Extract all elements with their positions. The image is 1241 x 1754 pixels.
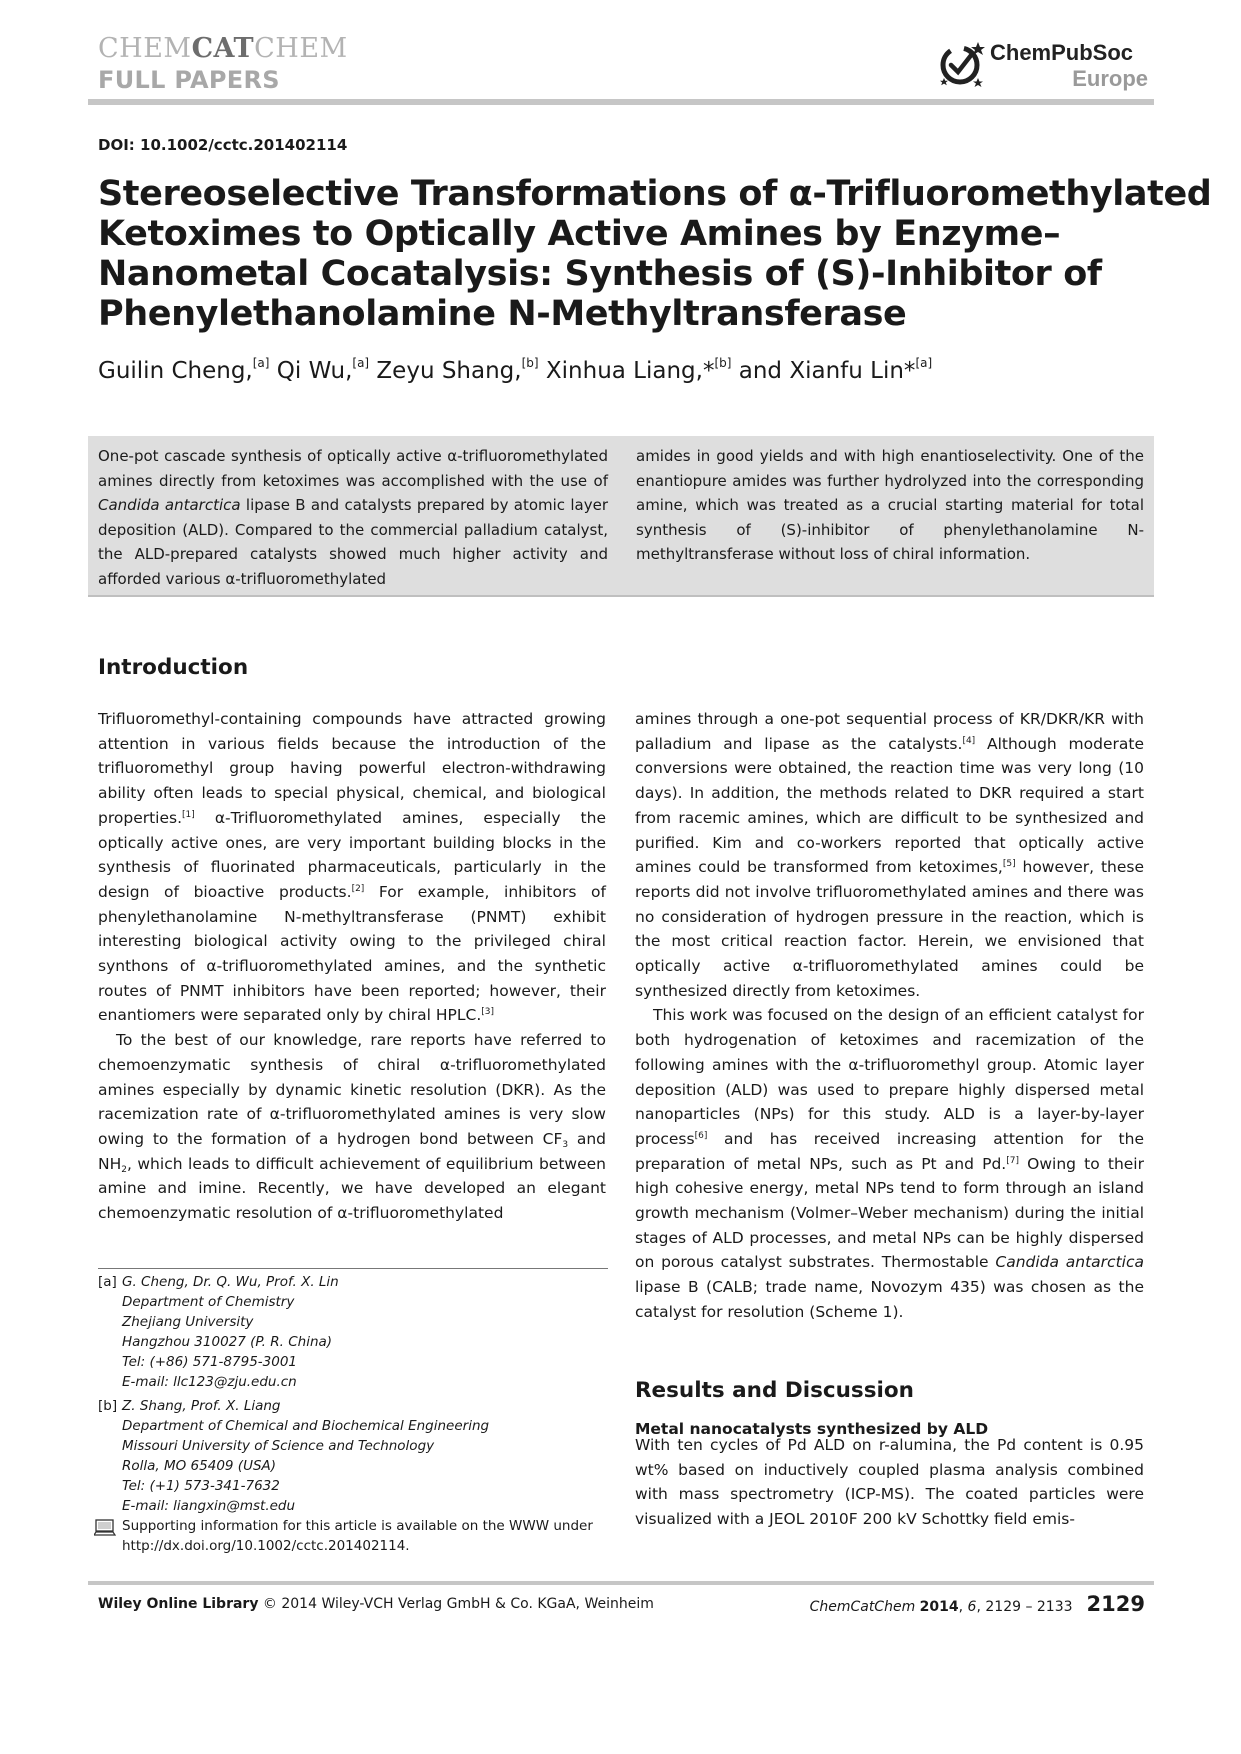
section-type: FULL PAPERS [98,66,280,94]
paragraph: This work was focused on the design of an efficient catalyst for both hydrogenation of ketoximes and racemization of the following amines with the α-trifluoromethyl group. Atomic layer deposition (ALD) was used to prepare highly dispersed metal nanoparticles (NPs) for this study. ALD is a layer-by-layer process[6] and has received increasing attention for the preparation of metal NPs, such as Pt and Pd.[7] Owing to their high cohesive energy, metal NPs tend to form through an island growth mechanism (Volmer–Weber mechanism) during the initial stages of ALD processes, and metal NPs can be highly dispersed on porous catalyst substrates. Thermostable Candida antarctica lipase B (CALB; trade name, Novozym 435) was chosen as the catalyst for resolution (Scheme 1). [635,1006,1144,1321]
footnote-line: Rolla, MO 65409 (USA) [122,1457,277,1474]
footer-rule [88,1581,1154,1585]
footer-citation: ChemCatChem 2014, 6, 2129 – 2133 2129 [809,1592,1145,1616]
wiley-online-library-link[interactable]: Wiley Online Library [98,1596,259,1612]
citation[interactable]: [5] [1002,859,1016,870]
author-name: Zeyu Shang, [369,358,522,384]
publisher-logo [936,36,1158,96]
author-name: Xinhua Liang,* [538,358,715,384]
footer-pages: 2129 – 2133 [985,1599,1073,1615]
footnote-line: Missouri University of Science and Technology [122,1437,435,1454]
author-affiliation: [a] [252,356,270,370]
journal-name-mid: CAT [191,33,255,64]
abstract-right-column: amides in good yields and with high enantioselectivity. One of the enantiopure amides was further hydrolyzed into the corresponding amine, which was treated as a crucial starting material for total synthesis of (S)-inhibitor of phenylethanolamine N-methyltransferase without loss of chiral information. [636,447,1144,564]
abstract-species: Candida antarctica [98,496,241,515]
footnote-line: Department of Chemical and Biochemical Engineering [122,1417,490,1434]
page-number: 2129 [1086,1592,1145,1616]
footnote-line: G. Cheng, Dr. Q. Wu, Prof. X. Lin [122,1274,339,1290]
doi: DOI: 10.1002/cctc.201402114 [98,136,348,154]
citation[interactable]: [7] [1006,1155,1019,1166]
footnote-line: Z. Shang, Prof. X. Liang [122,1398,281,1414]
introduction-left-column [98,707,606,1226]
author-affiliation: [b] [521,356,539,370]
abstract-box [88,436,1154,597]
citation[interactable]: [4] [962,735,976,746]
supporting-information-text: Supporting information for this article is available on the WWW under [122,1518,593,1534]
footnote-email[interactable]: E-mail: llc123@zju.edu.cn [122,1373,297,1390]
footnote-affiliation-a [98,1273,608,1403]
introduction-right-column [635,707,1144,1325]
footnote-line: Department of Chemistry [122,1293,295,1310]
supporting-information-link[interactable]: http://dx.doi.org/10.1002/cctc.201402114. [122,1537,410,1554]
subheading-metal-nanocatalysts: Metal nanocatalysts synthesized by ALD [635,1420,989,1438]
author-name: Qi Wu, [269,358,353,384]
citation[interactable]: [2] [351,883,365,894]
footnote-line: Hangzhou 310027 (P. R. China) [122,1333,333,1350]
journal-name-post: CHEM [254,33,348,64]
footer-journal: ChemCatChem [809,1599,916,1615]
footnote-affiliation-b [98,1397,608,1527]
citation[interactable]: [3] [481,1007,495,1018]
footer-copyright [98,1596,654,1612]
footer-volume: 6 [967,1599,977,1615]
title-line: Nanometal Cocatalysis: Synthesis of (S)-Inhibitor of [98,254,1102,294]
journal-name [98,34,348,64]
copyright-text: © 2014 Wiley-VCH Verlag GmbH & Co. KGaA, Weinheim [258,1596,654,1612]
footnote-line: Zhejiang University [122,1313,254,1330]
paragraph: amines through a one-pot sequential process of KR/DKR/KR with palladium and lipase as the catalysts.[4] Although moderate conversions were obtained, the reaction time was very long (10 days). In addition, the methods related to DKR required a start from racemic amines, which are difficult to be synthesized and purified. Kim and co-workers reported that optically active amines could be transformed from ketoximes,[5] however, these reports did not involve trifluoromethylated amines and there was no consideration of hydrogen pressure in the reaction, which is the most critical reaction factor. Herein, we envisioned that optically active α-trifluoromethylated amines could be synthesized directly from ketoximes. [635,710,1144,1000]
computer-icon [94,1519,116,1537]
title-line: Phenylethanolamine N-Methyltransferase [98,294,907,334]
footnote-tag: [b] [98,1398,118,1414]
article-title [98,174,1212,334]
author-affiliation: [b] [714,356,732,370]
title-line: Stereoselective Transformations of α-Trifluoromethylated [98,174,1212,214]
paragraph: Trifluoromethyl-containing compounds have attracted growing attention in various fields because the introduction of the trifluoromethyl group having powerful electron-withdrawing ability often leads to special physical, chemical, and biological properties.[1] α-Trifluoromethylated amines, especially the optically active ones, are very important building blocks in the synthesis of fluorinated pharmaceuticals, particularly in the design of bioactive products.[2] For example, inhibitors of phenylethanolamine N-methyltransferase (PNMT) exhibit interesting biological activity owing to the privileged chiral synthons of α-trifluoromethylated amines, and the synthetic routes of PNMT inhibitors have been reported; however, their enantiomers were separated only by chiral HPLC.[3] [98,710,606,1025]
heading-introduction: Introduction [98,655,249,680]
author-affiliation: [a] [915,356,933,370]
abstract-text: One-pot cascade synthesis of optically active α-trifluoromethylated amines directly from ketoximes was accomplished with the use of [98,447,608,490]
footnote-line: Tel: (+1) 573-341-7632 [122,1477,280,1494]
author-name: Guilin Cheng, [98,358,253,384]
footnote-rule [98,1268,608,1269]
abstract-text: lipase B and catalysts prepared by atomic layer deposition (ALD). Compared to the commercial palladium catalyst, the ALD-prepared catalysts showed much higher activity and afforded various α-trifluoromethylated [98,496,608,588]
citation[interactable]: [6] [694,1130,708,1141]
footnote-email[interactable]: E-mail: liangxin@mst.edu [122,1497,296,1514]
author-affiliation: [a] [352,356,370,370]
citation[interactable]: [1] [182,809,195,820]
publisher-name: ChemPubSoc [990,40,1134,65]
heading-results: Results and Discussion [635,1378,914,1403]
chempubsoc-star-icon [936,40,986,90]
header-rule [88,99,1154,105]
title-line: Ketoximes to Optically Active Amines by Enzyme– [98,214,1061,254]
publisher-region: Europe [1072,66,1148,91]
paragraph: To the best of our knowledge, rare reports have referred to chemoenzymatic synthesis of chiral α-trifluoromethylated amines especially by dynamic kinetic resolution (DKR). As the racemization rate of α-trifluoromethylated amines is very slow owing to the formation of a hydrogen bond between $CF_3$ and $NH_2$, which leads to difficult achievement of equilibrium between amine and imine. Recently, we have developed an elegant chemoenzymatic resolution of α-trifluoromethylated [98,1031,606,1223]
author-list [98,356,932,384]
journal-name-pre: CHEM [98,33,192,64]
footnote-line: Tel: (+86) 571-8795-3001 [122,1353,298,1370]
footer-year: 2014 [919,1599,959,1615]
footnote-tag: [a] [98,1274,117,1290]
author-name: and Xianfu Lin* [731,358,916,384]
abstract-left-column [98,444,608,592]
results-text: With ten cycles of Pd ALD on r-alumina, the Pd content is 0.95 wt% based on inductively coupled plasma analysis combined with mass spectrometry (ICP-MS). The coated particles were visualized with a JEOL 2010F 200 kV Schottky field emis- [635,1436,1144,1529]
